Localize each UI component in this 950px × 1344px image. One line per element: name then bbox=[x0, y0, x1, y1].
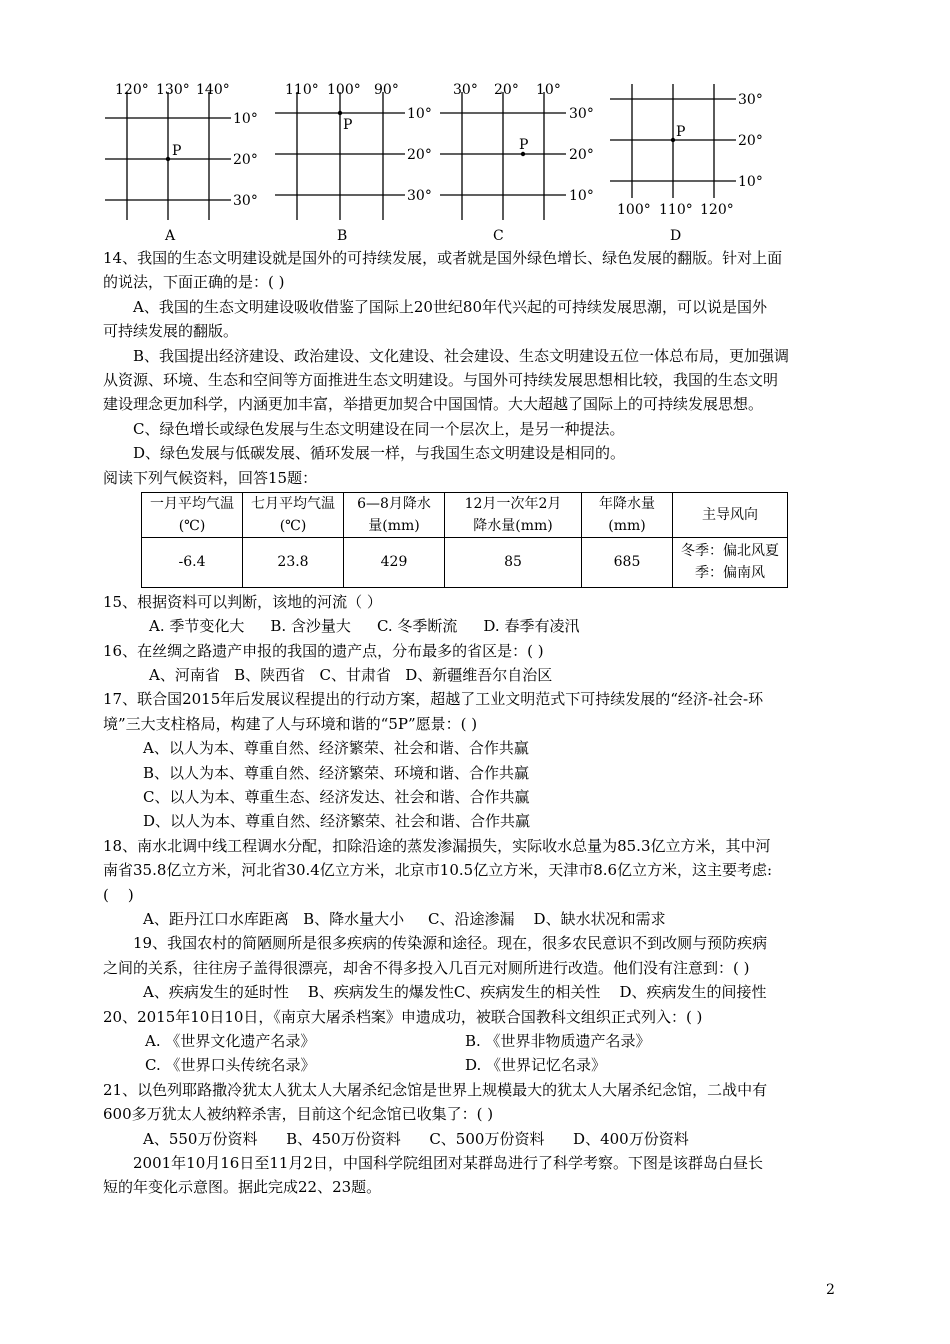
grid-b-right-label: 10° bbox=[407, 106, 432, 122]
q15-option-d: D. 春季有凌汛 bbox=[483, 617, 580, 636]
q20-option-a: A. 《世界文化遗产名录》 bbox=[145, 1031, 316, 1050]
table-header-cell: 年降水量 (mm) bbox=[582, 492, 673, 537]
q15-option-a: A. 季节变化大 bbox=[149, 617, 245, 636]
q17-option-d: D、以人为本、尊重自然、经济繁荣、社会和谐、合作共赢 bbox=[143, 812, 531, 831]
table-cell: 冬季：偏北风夏 季：偏南风 bbox=[673, 537, 788, 587]
grid-d-point-label: P bbox=[676, 124, 686, 140]
grid-c-top-label: 20° bbox=[494, 82, 519, 98]
q21-stem: 600多万犹太人被纳粹杀害，目前这个纪念馆已收集了：( ) bbox=[103, 1105, 494, 1124]
table-header-cell: 12月一次年2月 降水量(mm) bbox=[445, 492, 582, 537]
grid-c-top-label: 30° bbox=[453, 82, 478, 98]
q20-options-row bbox=[103, 1029, 843, 1053]
grid-a-right-label: 20° bbox=[233, 152, 258, 168]
q21-options: A、550万份资料 B、450万份资料 C、500万份资料 D、400万份资料 bbox=[143, 1129, 689, 1148]
latlong-grids bbox=[95, 78, 785, 250]
q22-intro: 2001年10月16日至11月2日，中国科学院组团对某群岛进行了科学考察。下图是该群岛白昼长 bbox=[133, 1153, 763, 1172]
q14-option-b: 从资源、环境、生态和空间等方面推进生态文明建设。与国外可持续发展思想相比较，我国的生态文明 bbox=[103, 370, 779, 389]
table-header-cell: 主导风向 bbox=[673, 492, 788, 537]
grid-a-right-label: 30° bbox=[233, 193, 258, 209]
q18-options: A、距丹江口水库距离 B、降水量大小 C、沿途渗漏 D、缺水状况和需求 bbox=[143, 909, 666, 928]
q14-option-a: 可持续发展的翻版。 bbox=[103, 322, 239, 341]
grid-b-top-label: 90° bbox=[374, 82, 399, 98]
q18-stem: ( ) bbox=[103, 885, 134, 904]
grid-c bbox=[440, 92, 566, 220]
table-header-cell: 一月平均气温 (℃) bbox=[142, 492, 243, 537]
q17-stem: 境”三大支柱格局，构建了人与环境和谐的“5P”愿景：( ) bbox=[103, 714, 478, 733]
q22-intro: 短的年变化示意图。据此完成22、23题。 bbox=[103, 1178, 382, 1197]
grid-c-right-label: 20° bbox=[569, 147, 594, 163]
q20-option-c: C. 《世界口头传统名录》 bbox=[145, 1056, 316, 1075]
grid-a-top-label: 130° bbox=[156, 82, 190, 98]
q14-option-a: A、我国的生态文明建设吸收借鉴了国际上20世纪80年代兴起的可持续发展思潮，可以说是国外 bbox=[133, 297, 768, 316]
q14-option-c: C、绿色增长或绿色发展与生态文明建设在同一个层次上，是另一种提法。 bbox=[133, 419, 625, 438]
table-header-cell: 6—8月降水 量(mm) bbox=[344, 492, 445, 537]
grid-a bbox=[105, 92, 231, 220]
grid-c-letter: C bbox=[493, 228, 504, 244]
grid-b-right-label: 30° bbox=[407, 188, 432, 204]
q15-options bbox=[103, 614, 843, 638]
page-number: 2 bbox=[826, 1282, 835, 1298]
table-cell: 23.8 bbox=[243, 537, 344, 587]
grid-d-bottom-label: 100° bbox=[617, 202, 651, 218]
point-p-a bbox=[166, 157, 170, 161]
q19-stem: 19、我国农村的简陋厕所是很多疾病的传染源和途径。现在，很多农民意识不到改厕与预防疾病 bbox=[133, 934, 768, 953]
grid-b-top-label: 110° bbox=[285, 82, 319, 98]
q17-stem: 17、联合国2015年后发展议程提出的行动方案，超越了工业文明范式下可持续发展的“经济-社会-环 bbox=[103, 690, 764, 709]
grid-a-right-label: 10° bbox=[233, 111, 258, 127]
grid-b-point-label: P bbox=[343, 117, 353, 133]
grid-c-point-label: P bbox=[519, 137, 529, 153]
q17-option-b: B、以人为本、尊重自然、经济繁荣、环境和谐、合作共赢 bbox=[143, 763, 530, 782]
grid-c-right-label: 10° bbox=[569, 188, 594, 204]
q14-stem: 14、我国的生态文明建设就是国外的可持续发展，或者就是国外绿色增长、绿色发展的翻版。针对上面 bbox=[103, 249, 783, 267]
q15-option-b: B. 含沙量大 bbox=[270, 617, 351, 636]
grid-b-right-label: 20° bbox=[407, 147, 432, 163]
q15-option-c: C. 冬季断流 bbox=[376, 617, 458, 636]
grid-d-bottom-label: 110° bbox=[659, 202, 693, 218]
q18-stem: 18、南水北调中线工程调水分配，扣除沿途的蒸发渗漏损失，实际收水总量为85.3亿立方米，其中河 bbox=[103, 836, 771, 855]
q19-options: A、疾病发生的延时性 B、疾病发生的爆发性C、疾病发生的相关性 D、疾病发生的间接性 bbox=[143, 983, 767, 1002]
table-cell: 429 bbox=[344, 537, 445, 587]
q17-option-a: A、以人为本、尊重自然、经济繁荣、社会和谐、合作共赢 bbox=[143, 739, 529, 758]
q19-stem: 之间的关系，往往房子盖得很漂亮，却舍不得多投入几百元对厕所进行改造。他们没有注意到：( ) bbox=[103, 958, 750, 977]
q14-stem: 的说法，下面正确的是：( ) bbox=[103, 273, 285, 292]
q16-options: A、河南省 B、陕西省 C、甘肃省 D、新疆维吾尔自治区 bbox=[149, 666, 553, 685]
q20-stem: 20、2015年10日10日，《南京大屠杀档案》申遗成功，被联合国教科文组织正式列入：( ) bbox=[103, 1007, 703, 1026]
q20-option-d: D. 《世界记忆名录》 bbox=[465, 1056, 607, 1075]
grid-d-right-label: 30° bbox=[738, 92, 763, 108]
grid-c-top-label: 10° bbox=[536, 82, 561, 98]
q21-stem: 21、以色列耶路撒冷犹太人犹太人大屠杀纪念馆是世界上规模最大的犹太人大屠杀纪念馆，二战中有 bbox=[103, 1080, 768, 1099]
grid-d-right-label: 10° bbox=[738, 174, 763, 190]
table-cell: 85 bbox=[445, 537, 582, 587]
q18-stem: 南省35.8亿立方米，河北省30.4亿立方米，北京市10.5亿立方米，天津市8.6亿立方米，这主要考虑: bbox=[103, 861, 773, 880]
table-header-cell: 七月平均气温 (℃) bbox=[243, 492, 344, 537]
question-content bbox=[103, 246, 843, 1200]
grid-b-letter: B bbox=[337, 228, 348, 244]
climate-table bbox=[141, 492, 788, 588]
grid-a-top-label: 140° bbox=[196, 82, 230, 98]
table-cell: -6.4 bbox=[142, 537, 243, 587]
grid-a-letter: A bbox=[165, 228, 176, 244]
point-p-b bbox=[338, 111, 342, 115]
q14-option-b: 建设理念更加科学，内涵更加丰富，举措更加契合中国国情。大大超越了国际上的可持续发展思想。 bbox=[103, 395, 764, 414]
q14-option-d: D、绿色发展与低碳发展、循环发展一样，与我国生态文明建设是相同的。 bbox=[133, 444, 626, 463]
q17-option-c: C、以人为本、尊重生态、经济发达、社会和谐、合作共赢 bbox=[143, 788, 530, 807]
grid-c-right-label: 30° bbox=[569, 106, 594, 122]
grid-d-bottom-label: 120° bbox=[700, 202, 734, 218]
grid-d-right-label: 20° bbox=[738, 133, 763, 149]
q15-stem: 15、根据资料可以判断，该地的河流（ ） bbox=[103, 592, 382, 611]
q20-option-b: B. 《世界非物质遗产名录》 bbox=[465, 1031, 651, 1050]
grid-b-top-label: 100° bbox=[327, 82, 361, 98]
q20-options-row bbox=[103, 1053, 843, 1077]
point-p-d bbox=[671, 138, 675, 142]
table-cell: 685 bbox=[582, 537, 673, 587]
grid-d-letter: D bbox=[670, 228, 682, 244]
q14-option-b: B、我国提出经济建设、政治建设、文化建设、社会建设、生态文明建设五位一体总布局，更加强调 bbox=[133, 346, 790, 365]
q16-stem: 16、在丝绸之路遗产申报的我国的遗产点，分布最多的省区是：( ) bbox=[103, 641, 544, 660]
climate-intro: 阅读下列气候资料，回答15题： bbox=[103, 468, 318, 487]
grid-a-point-label: P bbox=[172, 143, 182, 159]
grid-a-top-label: 120° bbox=[115, 82, 149, 98]
